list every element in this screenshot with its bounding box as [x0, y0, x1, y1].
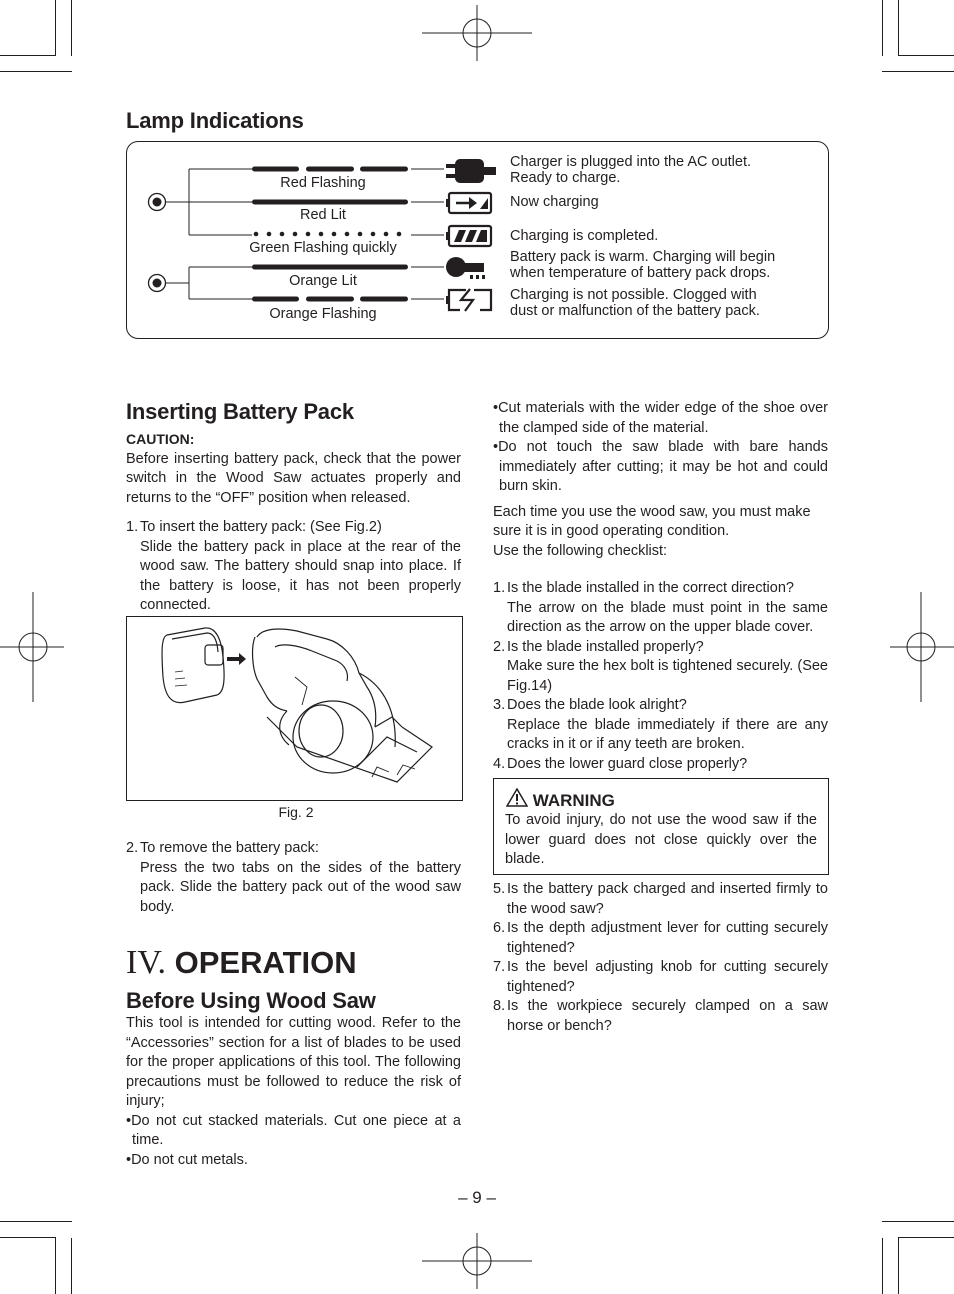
list-item [493, 880, 828, 919]
crop-mark [882, 1221, 954, 1222]
warning-title: WARNING [532, 791, 615, 810]
checklist-answer: Replace the blade immediately if there are any cracks in it or if any teeth are broken. [507, 716, 828, 752]
lamp-description-line: when temperature of battery pack drops. [510, 264, 771, 281]
crop-mark [898, 1238, 899, 1294]
step-heading: To insert the battery pack: (See Fig.2) [140, 519, 382, 535]
step-body: Press the two tabs on the sides of the battery pack. Slide the battery pack out of the wood saw body. [140, 859, 461, 915]
operation-title [126, 943, 357, 983]
checklist-question: Is the depth adjustment lever for cutting securely tightened? [507, 920, 828, 956]
battery-full-icon [446, 224, 496, 248]
registration-mark-icon [422, 5, 532, 61]
crop-mark [898, 0, 899, 56]
plug-icon [446, 156, 496, 186]
list-item [493, 755, 828, 775]
each-time-text: Each time you use the wood saw, you must make sure it is in good operating condition. [493, 503, 811, 539]
list-item [126, 839, 461, 917]
crop-mark [882, 71, 954, 72]
battery-charging-icon [446, 191, 496, 215]
list-item [493, 579, 828, 638]
checklist-question: Is the blade installed properly? [507, 638, 704, 655]
lamp-indications-title: Lamp Indications [126, 108, 304, 133]
page-number: – 9 – [458, 1188, 496, 1207]
step-number: 2. [126, 840, 139, 856]
list-item [493, 696, 828, 755]
caution-text: Before inserting battery pack, check that the power switch in the Wood Saw actuates properly and returns to the “OFF” position when released. [126, 450, 461, 506]
right-column-precautions [493, 399, 828, 561]
lamp-description [510, 250, 775, 281]
checklist-question: Is the workpiece securely clamped on a saw horse or bench? [507, 998, 828, 1034]
section-number: IV. [126, 944, 166, 981]
caution-block [126, 430, 461, 508]
before-using-title: Before Using Wood Saw [126, 988, 376, 1013]
checklist-number: 1. [493, 580, 506, 596]
step-body: Slide the battery pack in place at the rear of the wood saw. The battery should snap into place. If the battery is loose, it has not been properly connected. [140, 538, 461, 613]
wood-saw-battery-illustration [127, 617, 462, 800]
checklist-question: Is the blade installed in the correct direction? [507, 580, 794, 596]
checklist-question: Does the blade look alright? [507, 697, 687, 713]
checklist-intro: Use the following checklist: [493, 542, 668, 559]
bullet-item: •Do not cut metals. [126, 1151, 248, 1168]
lamp-description-line: Charging is completed. [510, 228, 659, 244]
lamp-description [510, 288, 760, 319]
checklist-answer: The arrow on the blade must point in the same direction as the arrow on the upper blade cover. [507, 599, 828, 635]
crop-mark [882, 1238, 883, 1294]
lamp-label: Orange Lit [289, 273, 357, 289]
checklist-answer: Make sure the hex bolt is tightened securely. (See Fig.14) [507, 658, 828, 694]
warning-text: To avoid injury, do not use the wood saw if the lower guard does not close quickly over the blade. [505, 812, 817, 867]
crop-mark [0, 55, 56, 56]
lamp-description-line: Charging is not possible. Clogged with [510, 287, 757, 303]
list-item [493, 997, 828, 1036]
insert-step [126, 518, 461, 616]
list-item [493, 638, 828, 697]
lamp-label: Orange Flashing [269, 306, 377, 322]
checklist-number: 8. [493, 998, 506, 1014]
list-item [126, 518, 461, 616]
lamp-description-line: Ready to charge. [510, 169, 621, 186]
crop-mark [0, 1237, 56, 1238]
checklist-number: 7. [493, 959, 506, 975]
checklist-question: Is the battery pack charged and inserted firmly to the wood saw? [507, 881, 828, 917]
caution-label: CAUTION: [126, 431, 195, 447]
lamp-description-line: Charger is plugged into the AC outlet. [510, 154, 752, 170]
lamp-description-line: Battery pack is warm. Charging will begin [510, 249, 776, 265]
inserting-battery-pack-title: Inserting Battery Pack [126, 399, 354, 424]
crop-mark [0, 71, 72, 72]
checklist-number: 4. [493, 755, 506, 772]
bullet-item: •Do not touch the saw blade with bare hands immediately after cutting; it may be hot and could burn skin. [493, 439, 828, 494]
crop-mark [898, 55, 954, 56]
operation-intro [126, 1014, 461, 1170]
checklist-number: 6. [493, 920, 506, 936]
lamp-label: Green Flashing quickly [249, 240, 397, 256]
bullet-item: •Cut materials with the wider edge of the shoe over the clamped side of the material. [493, 400, 828, 436]
battery-error-icon [446, 288, 496, 312]
crop-mark [71, 0, 72, 56]
warning-box [493, 778, 829, 875]
lamp-description-line: Now charging [510, 194, 599, 210]
registration-mark-icon [0, 592, 64, 702]
checklist-question: Is the bevel adjusting knob for cutting securely tightened? [507, 959, 828, 995]
list-item [493, 958, 828, 997]
warning-heading [506, 788, 615, 811]
section-title: OPERATION [174, 945, 357, 980]
crop-mark [71, 1238, 72, 1294]
checklist-question: Does the lower guard close properly? [507, 755, 748, 772]
checklist-part-b [493, 880, 828, 1036]
remove-step [126, 839, 461, 917]
intro-text: This tool is intended for cutting wood. Refer to the “Accessories” section for a list of blades to be used for the proper applications of this tool. The following precautions must be followed to reduce the risk of injury; [126, 1015, 461, 1109]
step-number: 1. [126, 519, 139, 535]
step-heading: To remove the battery pack: [140, 840, 319, 856]
lamp-description-line: dust or malfunction of the battery pack. [510, 302, 760, 319]
registration-mark-icon [422, 1233, 532, 1289]
crop-mark [898, 1237, 954, 1238]
checklist-part-a [493, 579, 828, 774]
crop-mark [0, 1221, 72, 1222]
thermometer-icon [446, 255, 496, 281]
warning-triangle-icon [506, 788, 528, 807]
lamp-description [510, 155, 751, 186]
registration-mark-icon [890, 592, 954, 702]
bullet-item: •Do not cut stacked materials. Cut one piece at a time. [126, 1112, 461, 1148]
checklist-number: 3. [493, 697, 506, 713]
lamp-label: Red Lit [300, 207, 346, 223]
crop-mark [882, 0, 883, 56]
checklist-number: 2. [493, 638, 506, 655]
crop-mark [55, 0, 56, 56]
list-item [493, 919, 828, 958]
checklist-number: 5. [493, 881, 506, 897]
lamp-description [510, 229, 658, 245]
crop-mark [55, 1238, 56, 1294]
lamp-description [510, 195, 599, 211]
figure-2-frame [126, 616, 463, 801]
lamp-label: Red Flashing [280, 175, 366, 191]
figure-caption: Fig. 2 [278, 804, 314, 820]
